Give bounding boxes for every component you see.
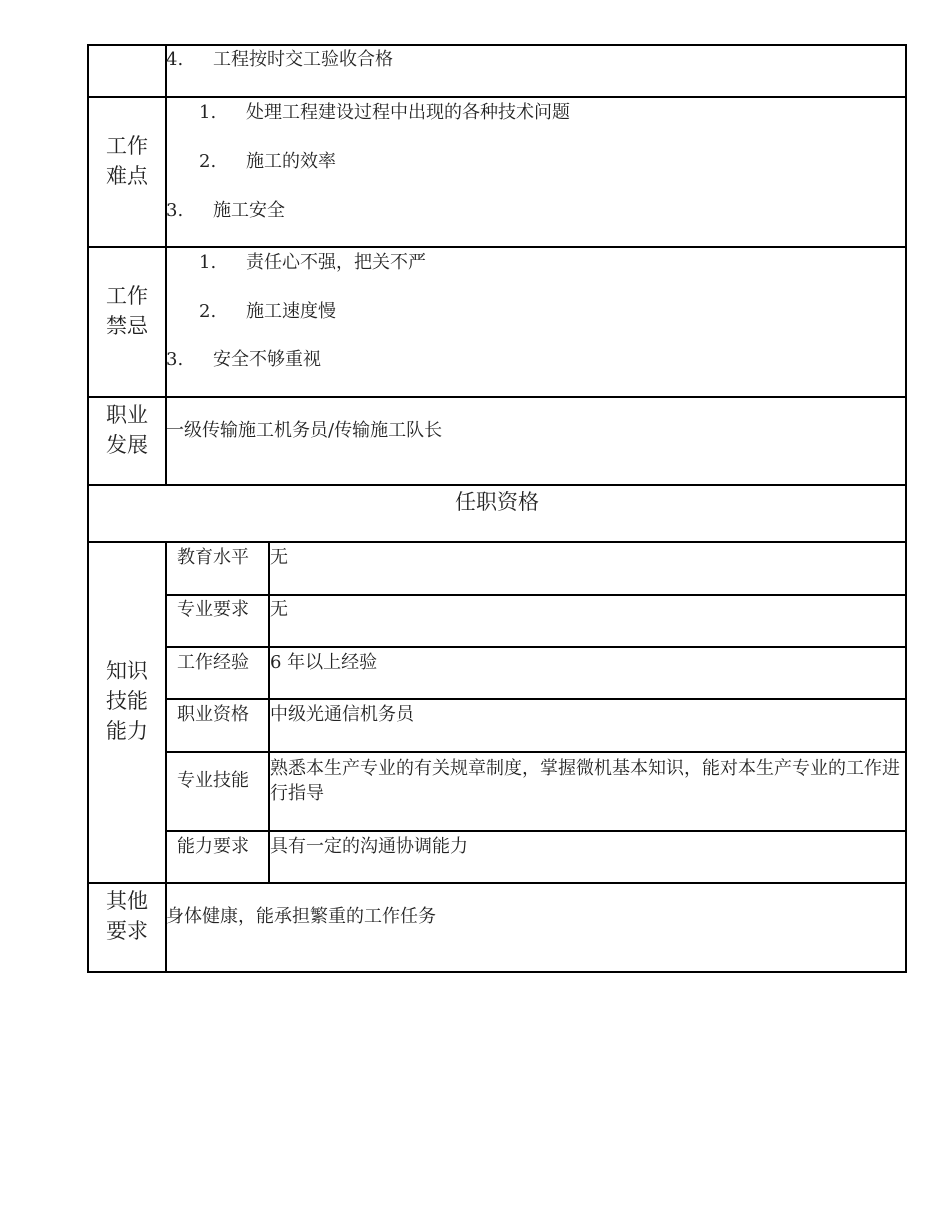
requirement-value: 6 年以上经验 — [270, 652, 378, 673]
list-item-text: 施工速度慢 — [246, 301, 336, 322]
row-label-taboos — [89, 281, 165, 341]
requirement-key: 专业技能 — [177, 770, 249, 791]
other-requirements-text: 身体健康，能承担繁重的工作任务 — [166, 906, 436, 927]
row-divider — [87, 541, 907, 543]
list-item-number: 4. — [166, 49, 184, 70]
label-line: 工作 — [106, 134, 148, 158]
row-divider — [87, 96, 907, 98]
row-divider — [87, 882, 907, 884]
list-item-text: 安全不够重视 — [213, 349, 321, 370]
list-item-text: 责任心不强，把关不严 — [246, 252, 426, 273]
label-line: 职业 — [106, 403, 148, 427]
subrow-divider — [165, 830, 907, 832]
requirement-value: 无 — [270, 599, 288, 620]
label-line: 技能 — [106, 689, 148, 713]
list-item-number: 3. — [166, 349, 184, 370]
list-item-text: 工程按时交工验收合格 — [213, 49, 393, 70]
requirement-key: 职业资格 — [177, 704, 249, 725]
row-divider — [87, 484, 907, 486]
row-label-difficulties — [89, 131, 165, 191]
list-item-number: 1. — [199, 252, 217, 273]
section-title-qualifications: 任职资格 — [455, 490, 539, 514]
requirement-value: 具有一定的沟通协调能力 — [270, 836, 468, 857]
row-label-knowledge — [89, 656, 165, 746]
requirement-key: 专业要求 — [177, 599, 249, 620]
label-line: 难点 — [106, 164, 148, 188]
requirement-value: 熟悉本生产专业的有关规章制度，掌握微机基本知识，能对本生产专业的工作进行指导 — [270, 758, 900, 804]
subrow-divider — [165, 698, 907, 700]
list-item-number: 2. — [199, 301, 217, 322]
requirement-key: 工作经验 — [177, 652, 249, 673]
label-line: 禁忌 — [106, 314, 148, 338]
list-item-number: 2. — [199, 151, 217, 172]
subrow-divider — [165, 594, 907, 596]
requirement-key: 教育水平 — [177, 547, 249, 568]
label-line: 其他 — [106, 889, 148, 913]
label-line: 要求 — [106, 919, 148, 943]
row-label-other — [89, 886, 165, 946]
label-line: 知识 — [106, 659, 148, 683]
list-item-number: 1. — [199, 102, 217, 123]
row-divider — [87, 396, 907, 398]
label-line: 发展 — [106, 433, 148, 457]
label-line: 能力 — [106, 719, 148, 743]
row-divider — [87, 246, 907, 248]
row-label-career — [89, 400, 165, 460]
list-item-text: 施工的效率 — [246, 151, 336, 172]
requirement-value: 中级光通信机务员 — [270, 704, 414, 725]
career-path-text: 一级传输施工机务员/传输施工队长 — [166, 420, 443, 441]
requirement-value: 无 — [270, 547, 288, 568]
list-item-text: 处理工程建设过程中出现的各种技术问题 — [246, 102, 570, 123]
label-line: 工作 — [106, 284, 148, 308]
requirement-key: 能力要求 — [177, 836, 249, 857]
subrow-divider — [165, 751, 907, 753]
list-item-number: 3. — [166, 200, 184, 221]
subrow-divider — [165, 646, 907, 648]
list-item-text: 施工安全 — [213, 200, 285, 221]
